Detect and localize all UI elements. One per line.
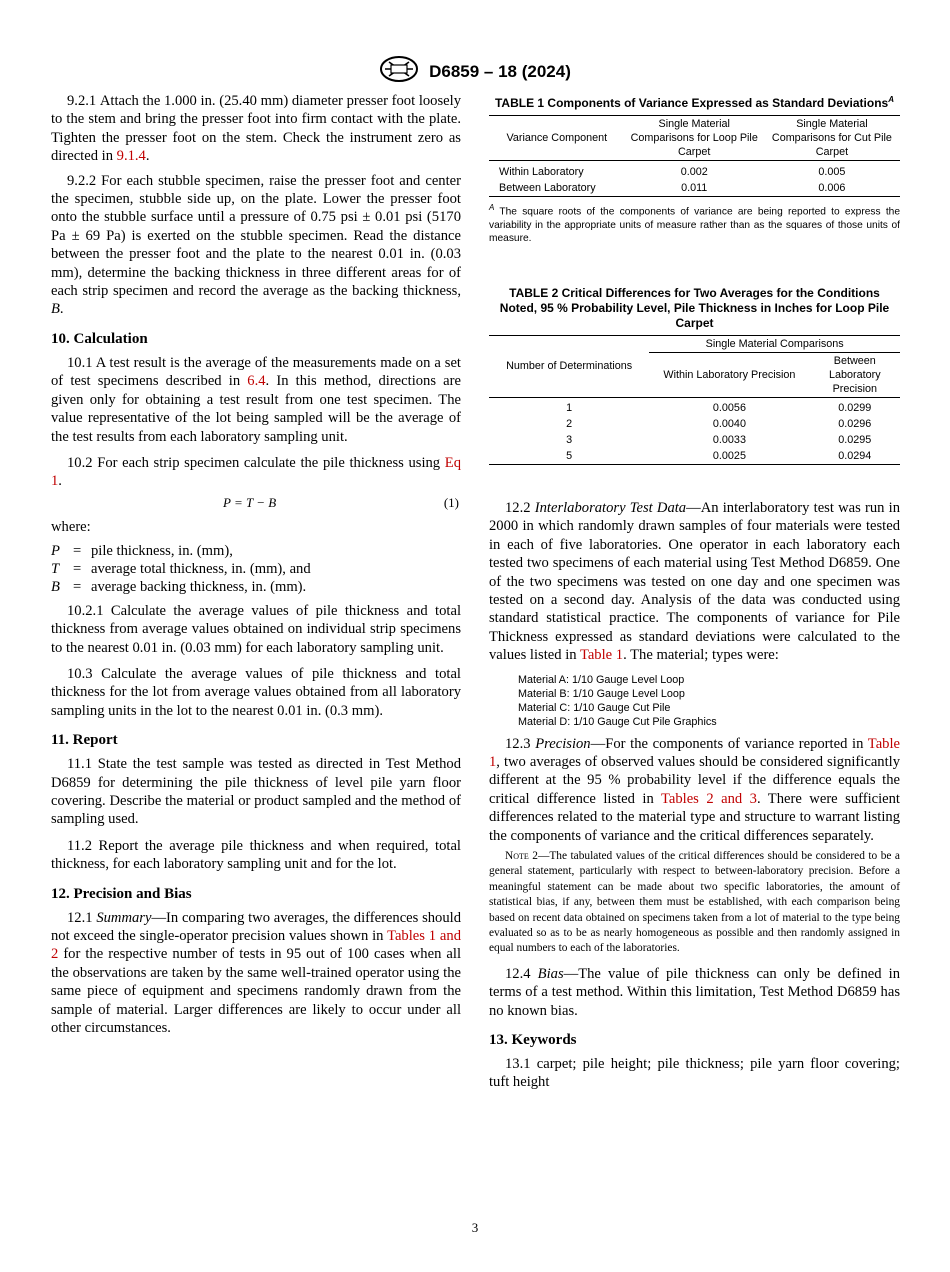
table1-header: Variance Component: [506, 132, 608, 144]
material-item: Material B: 1/10 Gauge Level Loop: [518, 687, 685, 700]
right-column: [489, 92, 900, 1092]
heading-report: 11. Report: [51, 732, 118, 749]
def-t: T = average total thickness, in. (mm), and: [51, 560, 311, 577]
table1-cell: 0.005: [818, 166, 846, 178]
document-designation: D6859 – 18 (2024): [429, 61, 571, 81]
ref-link-tables-1-2[interactable]: Tables 1 and 2: [51, 928, 462, 963]
astm-logo-icon: [379, 56, 419, 87]
table1-cell: Within Laboratory: [499, 166, 584, 178]
section-12-1: 12.1 Summary—In comparing two averages, the differences should not exceed the single-operator precision values shown in Tables 1 and 2 for the respective number of tests in 95 out of 100 cases when all the observations are taken by the same well-trained operator using the same piece of equipment and specimens randomly drawn from the sample of material. Larger differences are likely to occur under all other circumstances.: [51, 909, 462, 1037]
ref-link-6-4[interactable]: 6.4: [247, 373, 266, 390]
def-p: P = pile thickness, in. (mm),: [51, 542, 233, 559]
def-b: B = average backing thickness, in. (mm).: [51, 578, 307, 595]
table2-header: Between Laboratory Precision: [828, 354, 881, 395]
ref-link-eq-1[interactable]: Eq 1: [51, 454, 461, 490]
section-11-1: 11.1 State the test sample was tested as directed in Test Method D6859 for determining the pile thickness of level pile yarn floor covering. Describe the material or product sampled and the method of sampling used.: [51, 756, 461, 828]
section-12-2: 12.2 Interlaboratory Test Data—An interlaboratory test was run in 2000 in which randomly drawn samples of four materials were tested in each of five laboratories. One operator in each laboratory each tested two specimens of each material using Test Method D6859. One of the two specimens was tested on one day and one specimen was tested on a second day. Analysis of the data was conducted using standard statistical practice. The components of variance for Pile Thickness expressed as standard deviations were calculated to the values listed in Table 1. The material; types were:: [489, 499, 900, 664]
table1-header: Single Material Comparisons for Cut Pile Carpet: [771, 118, 892, 158]
table2-cell: 0.0033: [712, 433, 746, 446]
table2-cell: 1: [566, 401, 573, 414]
table1-cell: 0.011: [681, 182, 708, 194]
page-header: [0, 56, 950, 87]
section-10-2: 10.2 For each strip specimen calculate the pile thickness using Eq 1.: [51, 454, 461, 490]
table2-cell: 5: [566, 449, 573, 462]
ref-link-9-1-4[interactable]: 9.1.4: [116, 148, 146, 165]
section-10-2-1: 10.2.1 Calculate the average values of pile thickness and total thickness from average values obtained on individual strip specimens to the nearest 0.01 in. (0.03 mm) for each laboratory sampling unit.: [51, 602, 461, 656]
section-10-3: 10.3 Calculate the average values of pile thickness and total thickness for the lot from average values obtained from all laboratory sampling units in the lot to the nearest 0.01 in. (0.3 mm).: [51, 665, 461, 719]
table1-title: TABLE 1 Components of Variance Expressed as Standard Deviations$^A$: [494, 95, 894, 110]
table2-cell: 0.0295: [838, 433, 872, 446]
section-13-1: 13.1 carpet; pile height; pile thickness; pile yarn floor covering; tuft height: [489, 1056, 900, 1091]
table2-cell: 3: [566, 433, 573, 446]
page-number: 3: [471, 1220, 479, 1235]
ref-link-table-1[interactable]: Table 1: [579, 647, 624, 664]
table2-cell: 0.0294: [838, 449, 872, 462]
materials-list: [518, 673, 900, 729]
table2-header: Number of Determinations: [506, 360, 633, 373]
heading-precision-bias: 12. Precision and Bias: [51, 885, 192, 902]
table2-cell: 0.0040: [712, 417, 746, 430]
ref-link-tables-2-3[interactable]: Tables 2 and 3: [660, 790, 757, 807]
table2-cell: 0.0025: [712, 449, 746, 462]
heading-calculation: 10. Calculation: [51, 330, 148, 347]
table1: [489, 115, 900, 197]
section-11-2: 11.2 Report the average pile thickness and when required, total thickness, for each laboratory sampling unit and for the lot.: [51, 837, 461, 873]
table1-cell: Between Laboratory: [499, 182, 596, 194]
table2-title: TABLE 2 Critical Differences for Two Averages for the Conditions Noted, 95 % Probability Level, Pile Thickness in Inches for Loop Pile Carpet: [499, 285, 890, 330]
table2-cell: 0.0299: [838, 401, 872, 414]
table1-cell: 0.002: [680, 166, 708, 178]
section-9-2-2: 9.2.2 For each stubble specimen, raise the presser foot and center the specimen, stubble side up, on the plate. Lower the presser foot onto the stubble surface until a pressure of 0.75 psi ± 0.01 psi (5170 Pa ± 69 Pa) is exerted on the stubble specimen. Read the distance between the presser foot and the plate to the nearest 0.01 in. (0.03 mm), determine the backing thickness in three different areas for of each strip specimen and record the average as the backing thickness, B.: [51, 172, 461, 318]
section-9-2-1: 9.2.1 Attach the 1.000 in. (25.40 mm) diameter presser foot loosely to the stem and bring the presser foot into firm contact with the plate. Tighten the presser foot on the stem. Check the instrument zero as directed in 9.1.4.: [51, 93, 461, 165]
table2-group-header: Single Material Comparisons: [649, 335, 900, 352]
section-12-4: 12.4 Bias—The value of pile thickness can only be defined in terms of a test method. Within this limitation, Test Method D6859 has no known bias.: [489, 965, 900, 1019]
variable-definitions: [51, 542, 461, 596]
section-10-1: 10.1 A test result is the average of the measurements made on a set of test specimens described in 6.4. In this method, directions are given only for obtaining a test result from one test specimen. The value representative of the lot being sampled will be the average of the test results from each laboratory sampling unit.: [51, 354, 461, 445]
material-item: Material D: 1/10 Gauge Cut Pile Graphics: [518, 715, 717, 728]
table2-header: Within Laboratory Precision: [663, 368, 796, 381]
note-2: Note 2—The tabulated values of the critical differences should be considered to be a general statement, particularly with respect to between-laboratory precision. Before a meaningful statement can be made about two specific laboratories, the amount of statistical bias, if any, between them must be established, with each comparison being based on recent data obtained on specimens taken from a lot of material to the type being evaluated so as to be as nearly homogeneous as possible and then randomly assigned in equal numbers to each of the laboratories.: [489, 849, 900, 955]
left-column: [51, 92, 461, 1037]
table1-cell: 0.006: [818, 182, 846, 194]
table1-header: Single Material Comparisons for Loop Pile Carpet: [630, 118, 758, 158]
ref-link-table-1b[interactable]: Table 1: [489, 735, 900, 770]
table2: [489, 335, 900, 465]
table2-cell: 2: [566, 417, 573, 430]
equation-1: P = T − B (1): [223, 494, 459, 510]
table2-cell: 0.0296: [838, 417, 872, 430]
table2-cell: 0.0056: [712, 401, 746, 414]
table1-footnote: $^A$ The square roots of the components of variance are being reported to express the variability in the appropriate units of measure rather than as the squares of those units of measure.: [489, 203, 900, 245]
section-12-3: 12.3 Precision—For the components of variance reported in Table 1, two averages of observed values should be considered significantly different at the 95 % probability level if the difference equals the critical difference listed in Tables 2 and 3. There were sufficient differences related to the material type and structure to warrant listing the components of variance and the critical differences separately.: [489, 735, 900, 844]
heading-keywords: 13. Keywords: [489, 1032, 577, 1049]
material-item: Material C: 1/10 Gauge Cut Pile: [518, 701, 671, 714]
where-label: where:: [51, 518, 91, 535]
material-item: Material A: 1/10 Gauge Level Loop: [518, 673, 685, 686]
